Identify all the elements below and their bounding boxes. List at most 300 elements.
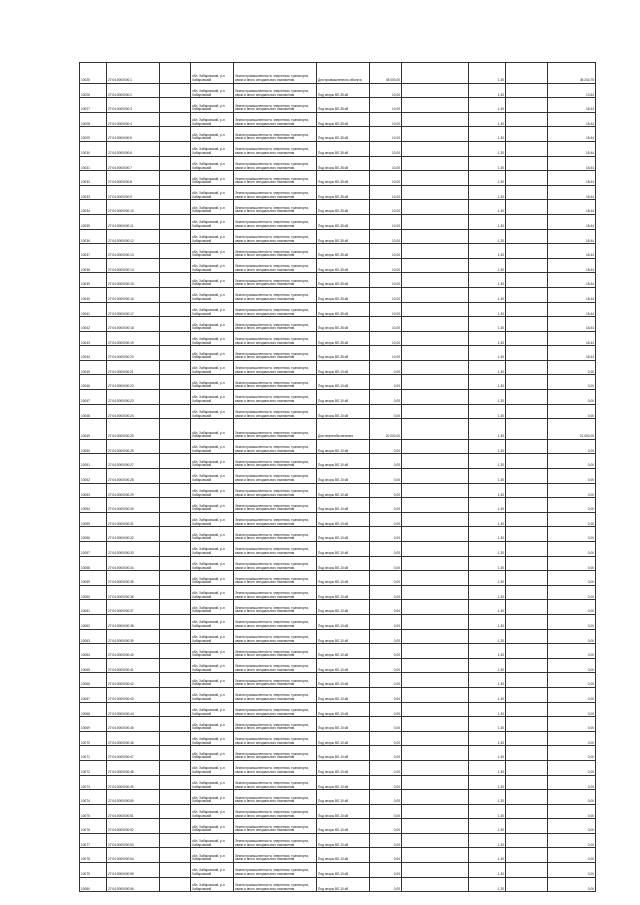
- empty-cell: [160, 527, 191, 542]
- tax-amount: 0,00: [548, 731, 596, 746]
- table-row: [80, 629, 596, 644]
- empty-cell: [506, 112, 548, 127]
- table-row: [80, 63, 596, 84]
- empty-cell: [160, 833, 191, 848]
- cadastral-number: 27:04:0000000:51: [107, 804, 160, 819]
- area-value: 0,00: [370, 360, 402, 375]
- empty-cell: [160, 404, 191, 419]
- permitted-use: Под опоры ВЛ-10 кВ: [317, 454, 370, 469]
- table-row: [80, 244, 596, 259]
- row-id: 10069: [80, 717, 107, 732]
- area-value: 0,00: [370, 439, 402, 454]
- table-row: [80, 585, 596, 600]
- tax-rate: 1,30: [469, 83, 506, 98]
- empty-cell: [402, 629, 469, 644]
- empty-cell: [160, 775, 191, 790]
- empty-cell: [402, 83, 469, 98]
- tax-amount: 0,00: [548, 673, 596, 688]
- cadastral-number: 27:04:0000000:36: [107, 585, 160, 600]
- area-value: 0,00: [370, 375, 402, 390]
- permitted-use: Под опоры ВЛ-10 кВ: [317, 848, 370, 863]
- area-value: 0,00: [370, 702, 402, 717]
- location: обл. Хабаровский, р-н Хабаровский: [191, 419, 234, 440]
- tax-rate: 1,30: [469, 244, 506, 259]
- empty-cell: [402, 375, 469, 390]
- table-row: [80, 214, 596, 229]
- tax-rate: 1,30: [469, 556, 506, 571]
- land-category: Земли промышленности, энергетики, транспорта, связи и иного специального назначения: [234, 527, 317, 542]
- area-value: 0,00: [370, 644, 402, 659]
- row-id: 10072: [80, 760, 107, 775]
- area-value: 0,00: [370, 833, 402, 848]
- empty-cell: [506, 331, 548, 346]
- area-value: 10,00: [370, 98, 402, 113]
- empty-cell: [402, 877, 469, 892]
- location: обл. Хабаровский, р-н Хабаровский: [191, 556, 234, 571]
- empty-cell: [402, 346, 469, 361]
- table-row: [80, 331, 596, 346]
- empty-cell: [506, 717, 548, 732]
- tax-rate: 1,30: [469, 775, 506, 790]
- empty-cell: [160, 731, 191, 746]
- cadastral-number: 27:04:0000000:1: [107, 63, 160, 84]
- table-row: [80, 127, 596, 142]
- table-row: [80, 454, 596, 469]
- permitted-use: Под опоры ВЛ-10 кВ: [317, 790, 370, 805]
- location: обл. Хабаровский, р-н Хабаровский: [191, 804, 234, 819]
- land-category: Земли промышленности, энергетики, транспорта, связи и иного специального назначения: [234, 702, 317, 717]
- cadastral-number: 27:04:0000000:7: [107, 156, 160, 171]
- permitted-use: Под опоры ВЛ-10 кВ: [317, 585, 370, 600]
- empty-cell: [506, 556, 548, 571]
- empty-cell: [160, 848, 191, 863]
- location: обл. Хабаровский, р-н Хабаровский: [191, 600, 234, 615]
- area-value: 0,00: [370, 629, 402, 644]
- area-value: 0,00: [370, 556, 402, 571]
- tax-rate: 1,30: [469, 258, 506, 273]
- table-row: [80, 731, 596, 746]
- table-row: [80, 644, 596, 659]
- tax-amount: 0,00: [548, 614, 596, 629]
- cadastral-number: 27:04:0000000:30: [107, 498, 160, 513]
- land-category: Земли промышленности, энергетики, транспорта, связи и иного специального назначения: [234, 804, 317, 819]
- land-category: Земли промышленности, энергетики, транспорта, связи и иного специального назначения: [234, 185, 317, 200]
- tax-rate: 1,30: [469, 483, 506, 498]
- land-category: Земли промышленности, энергетики, транспорта, связи и иного специального назначения: [234, 512, 317, 527]
- land-category: Земли промышленности, энергетики, транспорта, связи и иного специального назначения: [234, 258, 317, 273]
- permitted-use: Под опоры ВЛ-10 кВ: [317, 498, 370, 513]
- land-category: Земли промышленности, энергетики, транспорта, связи и иного специального назначения: [234, 360, 317, 375]
- cadastral-number: 27:04:0000000:34: [107, 556, 160, 571]
- empty-cell: [402, 585, 469, 600]
- row-id: 10079: [80, 863, 107, 878]
- permitted-use: Под опоры ВЛ-10 кВ: [317, 731, 370, 746]
- permitted-use: Под опоры ВЛ-10 кВ: [317, 439, 370, 454]
- row-id: 10059: [80, 571, 107, 586]
- empty-cell: [402, 731, 469, 746]
- area-value: 10,00: [370, 317, 402, 332]
- cadastral-number: 27:04:0000000:21: [107, 360, 160, 375]
- land-category: Земли промышленности, энергетики, транспорта, связи и иного специального назначения: [234, 571, 317, 586]
- permitted-use: Под опоры ВЛ-10 кВ: [317, 600, 370, 615]
- location: обл. Хабаровский, р-н Хабаровский: [191, 258, 234, 273]
- cadastral-number: 27:04:0000000:52: [107, 819, 160, 834]
- tax-rate: 1,30: [469, 629, 506, 644]
- tax-rate: 1,30: [469, 760, 506, 775]
- table-row: [80, 687, 596, 702]
- empty-cell: [160, 469, 191, 484]
- empty-cell: [506, 419, 548, 440]
- location: обл. Хабаровский, р-н Хабаровский: [191, 498, 234, 513]
- cadastral-number: 27:04:0000000:44: [107, 702, 160, 717]
- location: обл. Хабаровский, р-н Хабаровский: [191, 848, 234, 863]
- land-category: Земли промышленности, энергетики, транспорта, связи и иного специального назначения: [234, 214, 317, 229]
- empty-cell: [506, 790, 548, 805]
- empty-cell: [506, 98, 548, 113]
- empty-cell: [160, 214, 191, 229]
- tax-rate: 1,30: [469, 171, 506, 186]
- tax-rate: 1,30: [469, 833, 506, 848]
- row-id: 10037: [80, 244, 107, 259]
- tax-amount: 18,44: [548, 141, 596, 156]
- area-value: 0,00: [370, 498, 402, 513]
- empty-cell: [506, 63, 548, 84]
- cadastral-number: 27:04:0000000:15: [107, 273, 160, 288]
- permitted-use: Под опоры ВЛ-10 кВ: [317, 571, 370, 586]
- empty-cell: [160, 498, 191, 513]
- tax-rate: 1,30: [469, 390, 506, 405]
- empty-cell: [160, 483, 191, 498]
- table-row: [80, 498, 596, 513]
- empty-cell: [402, 790, 469, 805]
- empty-cell: [506, 171, 548, 186]
- row-id: 10060: [80, 585, 107, 600]
- tax-amount: 0,00: [548, 556, 596, 571]
- row-id: 10034: [80, 200, 107, 215]
- empty-cell: [160, 63, 191, 84]
- location: обл. Хабаровский, р-н Хабаровский: [191, 571, 234, 586]
- tax-amount: 18,44: [548, 214, 596, 229]
- table-row: [80, 141, 596, 156]
- table-row: [80, 848, 596, 863]
- row-id: 10028: [80, 112, 107, 127]
- empty-cell: [160, 454, 191, 469]
- location: обл. Хабаровский, р-н Хабаровский: [191, 185, 234, 200]
- empty-cell: [506, 585, 548, 600]
- tax-rate: 1,30: [469, 156, 506, 171]
- area-value: 0,00: [370, 863, 402, 878]
- tax-rate: 1,30: [469, 498, 506, 513]
- empty-cell: [506, 273, 548, 288]
- tax-rate: 1,30: [469, 614, 506, 629]
- cadastral-number: 27:04:0000000:27: [107, 454, 160, 469]
- tax-rate: 1,30: [469, 673, 506, 688]
- row-id: 10063: [80, 629, 107, 644]
- tax-amount: 0,00: [548, 760, 596, 775]
- cadastral-number: 27:04:0000000:45: [107, 717, 160, 732]
- table-row: [80, 317, 596, 332]
- permitted-use: Под опоры ВЛ-35 кВ: [317, 98, 370, 113]
- tax-rate: 1,30: [469, 512, 506, 527]
- area-value: 10,00: [370, 83, 402, 98]
- land-category: Земли промышленности, энергетики, транспорта, связи и иного специального назначения: [234, 687, 317, 702]
- permitted-use: Под опоры ВЛ-35 кВ: [317, 317, 370, 332]
- location: обл. Хабаровский, р-н Хабаровский: [191, 287, 234, 302]
- empty-cell: [160, 390, 191, 405]
- area-value: 0,00: [370, 877, 402, 892]
- empty-cell: [160, 229, 191, 244]
- empty-cell: [506, 141, 548, 156]
- empty-cell: [506, 600, 548, 615]
- tax-amount: 0,00: [548, 629, 596, 644]
- tax-amount: 18,44: [548, 200, 596, 215]
- location: обл. Хабаровский, р-н Хабаровский: [191, 273, 234, 288]
- tax-rate: 1,30: [469, 600, 506, 615]
- area-value: 10,00: [370, 229, 402, 244]
- cadastral-number: 27:04:0000000:24: [107, 404, 160, 419]
- location: обл. Хабаровский, р-н Хабаровский: [191, 346, 234, 361]
- table-row: [80, 98, 596, 113]
- table-row: [80, 375, 596, 390]
- area-value: 0,00: [370, 790, 402, 805]
- permitted-use: Под опоры ВЛ-35 кВ: [317, 302, 370, 317]
- empty-cell: [506, 258, 548, 273]
- empty-cell: [506, 819, 548, 834]
- cadastral-number: 27:04:0000000:55: [107, 863, 160, 878]
- area-value: 0,00: [370, 658, 402, 673]
- tax-rate: 1,30: [469, 863, 506, 878]
- location: обл. Хабаровский, р-н Хабаровский: [191, 877, 234, 892]
- tax-amount: 18,44: [548, 287, 596, 302]
- table-row: [80, 527, 596, 542]
- tax-rate: 1,30: [469, 287, 506, 302]
- row-id: 10043: [80, 331, 107, 346]
- land-category: Земли промышленности, энергетики, транспорта, связи и иного специального назначения: [234, 760, 317, 775]
- row-id: 10057: [80, 542, 107, 557]
- land-category: Земли промышленности, энергетики, транспорта, связи и иного специального назначения: [234, 302, 317, 317]
- location: обл. Хабаровский, р-н Хабаровский: [191, 863, 234, 878]
- location: обл. Хабаровский, р-н Хабаровский: [191, 717, 234, 732]
- row-id: 10078: [80, 848, 107, 863]
- cadastral-number: 27:04:0000000:50: [107, 790, 160, 805]
- permitted-use: Под опоры ВЛ-10 кВ: [317, 673, 370, 688]
- location: обл. Хабаровский, р-н Хабаровский: [191, 229, 234, 244]
- empty-cell: [160, 687, 191, 702]
- empty-cell: [506, 469, 548, 484]
- location: обл. Хабаровский, р-н Хабаровский: [191, 819, 234, 834]
- tax-amount: 0,00: [548, 848, 596, 863]
- table-row: [80, 302, 596, 317]
- empty-cell: [160, 360, 191, 375]
- land-category: Земли промышленности, энергетики, транспорта, связи и иного специального назначения: [234, 775, 317, 790]
- empty-cell: [402, 571, 469, 586]
- cadastral-number: 27:04:0000000:16: [107, 287, 160, 302]
- tax-amount: 0,00: [548, 454, 596, 469]
- permitted-use: Под опоры ВЛ-10 кВ: [317, 760, 370, 775]
- tax-rate: 1,30: [469, 746, 506, 761]
- empty-cell: [402, 556, 469, 571]
- location: обл. Хабаровский, р-н Хабаровский: [191, 317, 234, 332]
- row-id: 10047: [80, 390, 107, 405]
- tax-rate: 1,30: [469, 98, 506, 113]
- tax-amount: 0,00: [548, 512, 596, 527]
- cadastral-number: 27:04:0000000:17: [107, 302, 160, 317]
- cadastral-number: 27:04:0000000:28: [107, 469, 160, 484]
- row-id: 10035: [80, 214, 107, 229]
- empty-cell: [160, 98, 191, 113]
- empty-cell: [506, 287, 548, 302]
- tax-rate: 1,30: [469, 790, 506, 805]
- empty-cell: [506, 527, 548, 542]
- location: обл. Хабаровский, р-н Хабаровский: [191, 673, 234, 688]
- empty-cell: [506, 702, 548, 717]
- location: обл. Хабаровский, р-н Хабаровский: [191, 790, 234, 805]
- tax-amount: 0,00: [548, 775, 596, 790]
- cadastral-number: 27:04:0000000:25: [107, 419, 160, 440]
- table-row: [80, 600, 596, 615]
- table-row: [80, 419, 596, 440]
- table-row: [80, 469, 596, 484]
- table-row: [80, 542, 596, 557]
- area-value: 10,00: [370, 244, 402, 259]
- permitted-use: Под опоры ВЛ-10 кВ: [317, 527, 370, 542]
- permitted-use: Под опоры ВЛ-35 кВ: [317, 171, 370, 186]
- cadastral-number: 27:04:0000000:13: [107, 244, 160, 259]
- table-row: [80, 556, 596, 571]
- empty-cell: [402, 848, 469, 863]
- empty-cell: [402, 600, 469, 615]
- tax-rate: 1,30: [469, 542, 506, 557]
- table-row: [80, 833, 596, 848]
- cadastral-number: 27:04:0000000:2: [107, 83, 160, 98]
- cadastral-number: 27:04:0000000:38: [107, 614, 160, 629]
- location: обл. Хабаровский, р-н Хабаровский: [191, 331, 234, 346]
- land-category: Земли промышленности, энергетики, транспорта, связи и иного специального назначения: [234, 877, 317, 892]
- table-row: [80, 112, 596, 127]
- land-category: Земли промышленности, энергетики, транспорта, связи и иного специального назначения: [234, 287, 317, 302]
- tax-amount: 18,44: [548, 185, 596, 200]
- location: обл. Хабаровский, р-н Хабаровский: [191, 658, 234, 673]
- area-value: 0,00: [370, 404, 402, 419]
- tax-amount: 0,00: [548, 360, 596, 375]
- empty-cell: [160, 556, 191, 571]
- tax-rate: 1,30: [469, 731, 506, 746]
- area-value: 10,00: [370, 141, 402, 156]
- empty-cell: [160, 83, 191, 98]
- location: обл. Хабаровский, р-н Хабаровский: [191, 629, 234, 644]
- location: обл. Хабаровский, р-н Хабаровский: [191, 746, 234, 761]
- tax-amount: 0,00: [548, 717, 596, 732]
- area-value: 10,00: [370, 171, 402, 186]
- tax-rate: 1,30: [469, 454, 506, 469]
- empty-cell: [160, 244, 191, 259]
- empty-cell: [160, 614, 191, 629]
- tax-amount: 18,44: [548, 317, 596, 332]
- land-category: Земли промышленности, энергетики, транспорта, связи и иного специального назначения: [234, 600, 317, 615]
- land-category: Земли промышленности, энергетики, транспорта, связи и иного специального назначения: [234, 83, 317, 98]
- table-row: [80, 200, 596, 215]
- tax-amount: 18,44: [548, 98, 596, 113]
- location: обл. Хабаровский, р-н Хабаровский: [191, 585, 234, 600]
- table-row: [80, 258, 596, 273]
- area-value: 10,00: [370, 302, 402, 317]
- empty-cell: [402, 527, 469, 542]
- empty-cell: [402, 302, 469, 317]
- empty-cell: [160, 287, 191, 302]
- area-value: 0,00: [370, 542, 402, 557]
- location: обл. Хабаровский, р-н Хабаровский: [191, 375, 234, 390]
- area-value: 0,00: [370, 512, 402, 527]
- tax-amount: 0,00: [548, 819, 596, 834]
- table-body: [80, 63, 596, 892]
- permitted-use: Под опоры ВЛ-35 кВ: [317, 127, 370, 142]
- table-row: [80, 760, 596, 775]
- row-id: 10046: [80, 375, 107, 390]
- empty-cell: [402, 512, 469, 527]
- empty-cell: [160, 717, 191, 732]
- empty-cell: [506, 848, 548, 863]
- empty-cell: [506, 629, 548, 644]
- table-row: [80, 819, 596, 834]
- permitted-use: Под опоры ВЛ-35 кВ: [317, 200, 370, 215]
- row-id: 10048: [80, 404, 107, 419]
- empty-cell: [160, 346, 191, 361]
- tax-amount: 18,44: [548, 229, 596, 244]
- cadastral-number: 27:04:0000000:49: [107, 775, 160, 790]
- table-row: [80, 273, 596, 288]
- empty-cell: [402, 63, 469, 84]
- row-id: 10030: [80, 141, 107, 156]
- empty-cell: [402, 200, 469, 215]
- land-category: Земли промышленности, энергетики, транспорта, связи и иного специального назначения: [234, 746, 317, 761]
- table-row: [80, 804, 596, 819]
- area-value: 10,00: [370, 346, 402, 361]
- land-category: Земли промышленности, энергетики, транспорта, связи и иного специального назначения: [234, 629, 317, 644]
- tax-amount: 0,00: [548, 527, 596, 542]
- row-id: 10036: [80, 229, 107, 244]
- permitted-use: Под опоры ВЛ-10 кВ: [317, 687, 370, 702]
- empty-cell: [402, 483, 469, 498]
- location: обл. Хабаровский, р-н Хабаровский: [191, 542, 234, 557]
- cadastral-number: 27:04:0000000:42: [107, 673, 160, 688]
- empty-cell: [160, 819, 191, 834]
- empty-cell: [160, 629, 191, 644]
- land-category: Земли промышленности, энергетики, транспорта, связи и иного специального назначения: [234, 658, 317, 673]
- cadastral-number: 27:04:0000000:29: [107, 483, 160, 498]
- empty-cell: [160, 200, 191, 215]
- empty-cell: [402, 542, 469, 557]
- table-row: [80, 702, 596, 717]
- empty-cell: [402, 760, 469, 775]
- permitted-use: Под опоры ВЛ-35 кВ: [317, 273, 370, 288]
- permitted-use: Под опоры ВЛ-10 кВ: [317, 863, 370, 878]
- tax-amount: 18,44: [548, 331, 596, 346]
- row-id: 10074: [80, 790, 107, 805]
- permitted-use: Под опоры ВЛ-10 кВ: [317, 877, 370, 892]
- tax-amount: 0,00: [548, 571, 596, 586]
- tax-amount: 18,44: [548, 156, 596, 171]
- area-value: 0,00: [370, 483, 402, 498]
- table-row: [80, 790, 596, 805]
- area-value: 10,00: [370, 258, 402, 273]
- land-category: Земли промышленности, энергетики, транспорта, связи и иного специального назначения: [234, 390, 317, 405]
- empty-cell: [402, 317, 469, 332]
- tax-rate: 1,30: [469, 317, 506, 332]
- location: обл. Хабаровский, р-н Хабаровский: [191, 141, 234, 156]
- row-id: 10033: [80, 185, 107, 200]
- area-value: 10,00: [370, 156, 402, 171]
- land-category: Земли промышленности, энергетики, транспорта, связи и иного специального назначения: [234, 819, 317, 834]
